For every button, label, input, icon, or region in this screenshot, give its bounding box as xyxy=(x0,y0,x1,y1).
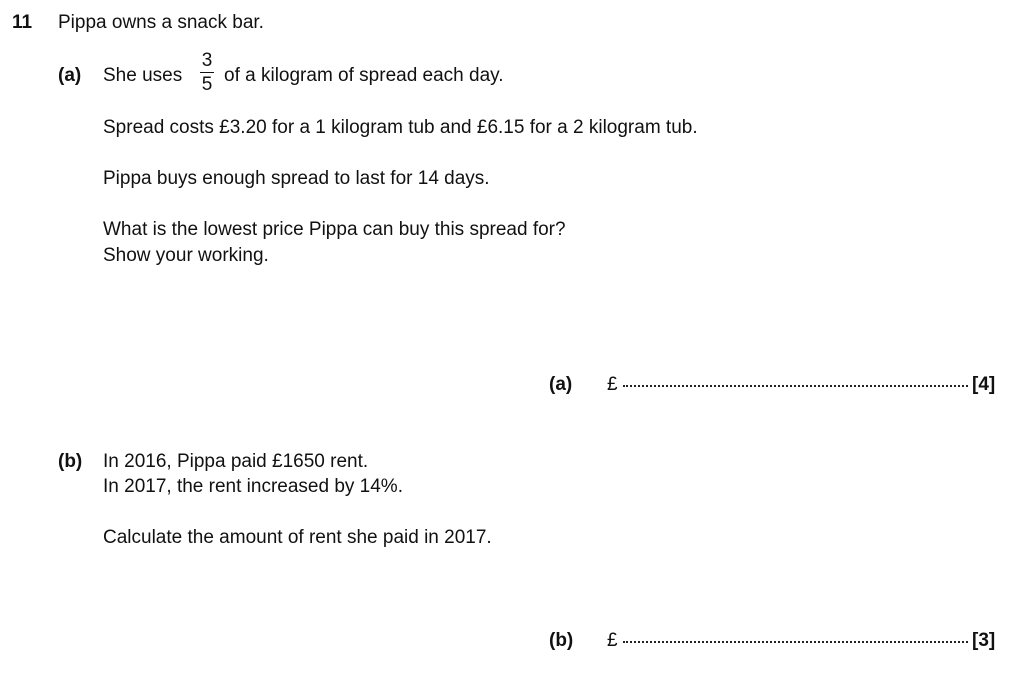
part-a-days: Pippa buys enough spread to last for 14 days. xyxy=(103,168,490,189)
part-a-question: What is the lowest price Pippa can buy this spread for? xyxy=(103,219,566,240)
fraction-numerator: 3 xyxy=(201,50,213,71)
answer-a-dotted-line[interactable] xyxy=(623,381,968,387)
answer-line-a xyxy=(549,374,995,396)
part-a-spread-costs: Spread costs £3.20 for a 1 kilogram tub and £6.15 for a 2 kilogram tub. xyxy=(103,117,698,138)
part-a-label: (a) xyxy=(58,65,82,86)
fraction-bar xyxy=(200,72,214,73)
question-number: 11 xyxy=(12,12,33,33)
fraction-three-fifths xyxy=(199,51,215,95)
answer-b-label: (b) xyxy=(549,630,574,651)
answer-b-dotted-line[interactable] xyxy=(623,637,968,643)
answer-a-currency: £ xyxy=(607,374,618,395)
question-intro: Pippa owns a snack bar. xyxy=(58,12,264,33)
part-b-line1: In 2016, Pippa paid £1650 rent. xyxy=(103,451,369,472)
part-b-label: (b) xyxy=(58,451,83,472)
answer-a-label: (a) xyxy=(549,374,573,395)
answer-a-marks: [4] xyxy=(972,374,996,395)
fraction-denominator: 5 xyxy=(201,74,213,95)
part-a-show-working: Show your working. xyxy=(103,245,269,266)
part-a-line1-before: She uses xyxy=(103,65,183,86)
part-b-line2: In 2017, the rent increased by 14%. xyxy=(103,476,403,497)
answer-line-b xyxy=(549,630,995,652)
part-b-question: Calculate the amount of rent she paid in 2017. xyxy=(103,527,492,548)
answer-b-currency: £ xyxy=(607,630,618,651)
answer-b-marks: [3] xyxy=(972,630,996,651)
part-a-line1-after: of a kilogram of spread each day. xyxy=(224,65,504,86)
